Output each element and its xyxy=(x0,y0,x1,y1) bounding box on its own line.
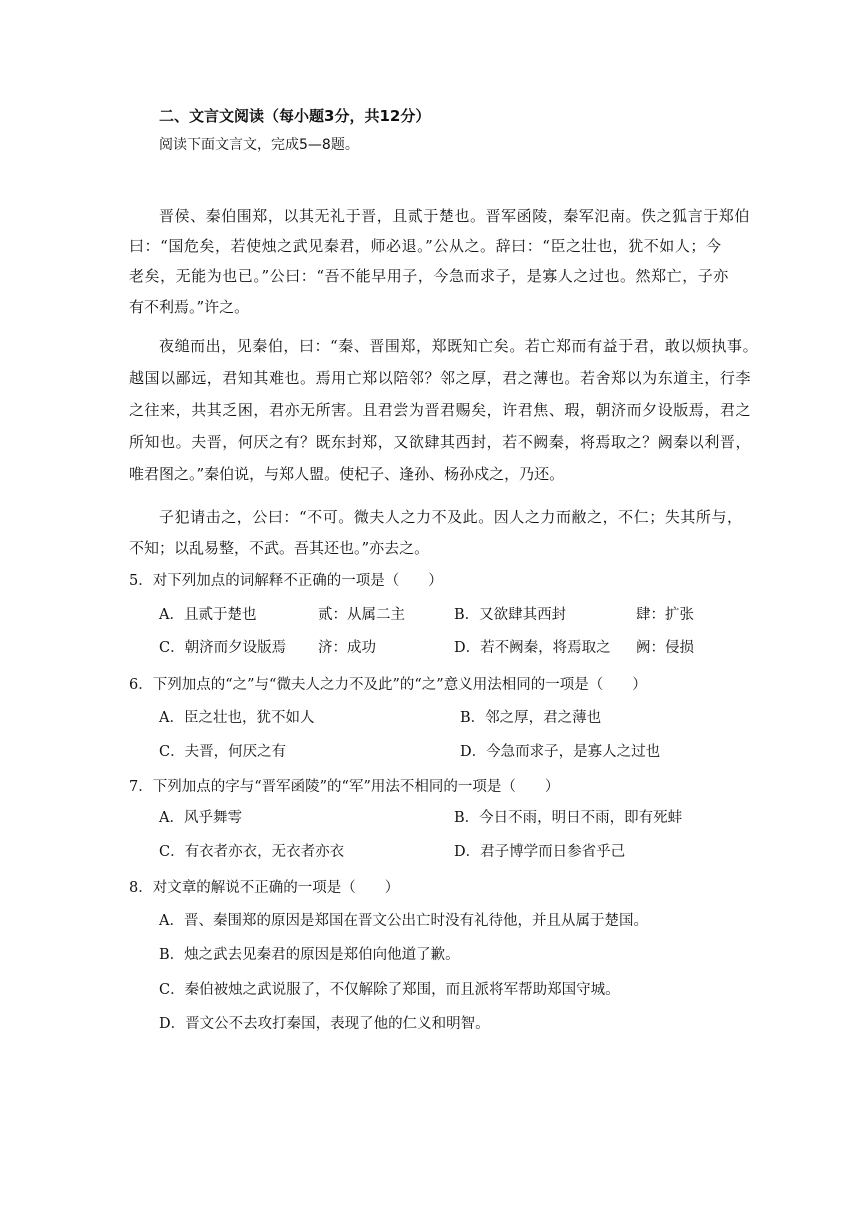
question-8-stem: 8．对文章的解说不正确的一项是（ ） xyxy=(129,880,400,896)
question-5-option-b-note: 肆：扩张 xyxy=(636,607,694,623)
passage-line: 夜缒而出，见秦伯，曰：“秦、晋围郑，郑既知亡矣。若亡郑而有益于君，敢以烦执事。 xyxy=(159,337,759,355)
question-7-option-a: A．风乎舞雩 xyxy=(159,810,242,826)
question-8-option-b: B．烛之武去见秦君的原因是郑伯向他道了歉。 xyxy=(159,947,460,963)
question-6-option-a: A．臣之壮也，犹不如人 xyxy=(159,710,315,726)
passage-line: 唯君图之。”秦伯说，与郑人盟。使杞子、逢孙、杨孙戍之，乃还。 xyxy=(129,465,565,483)
question-8-option-a: A．晋、秦围郑的原因是郑国在晋文公出亡时没有礼待他，并且从属于楚国。 xyxy=(159,913,648,929)
question-6-stem: 6．下列加点的“之”与“微夫人之力不及此”的“之”意义用法相同的一项是（ ） xyxy=(129,677,647,693)
passage-line: 老矣，无能为也已。”公曰：“吾不能早用子，今急而求子，是寡人之过也。然郑亡，子亦 xyxy=(129,267,729,285)
question-5-option-a-note: 贰：从属二主 xyxy=(318,607,405,623)
passage-line: 之往来，共其乏困，君亦无所害。且君尝为晋君赐矣，许君焦、瑕，朝济而夕设版焉，君之 xyxy=(129,401,752,419)
section-instruction: 阅读下面文言文，完成5—8题。 xyxy=(159,137,359,153)
section-title: 二、文言文阅读（每小题3分，共12分） xyxy=(159,107,431,125)
question-6-option-d: D．今急而求子，是寡人之过也 xyxy=(460,744,661,760)
question-5-option-a: A．且贰于楚也 xyxy=(159,607,257,623)
passage-line: 所知也。夫晋，何厌之有？既东封郑，又欲肆其西封，若不阙秦，将焉取之？阙秦以利晋， xyxy=(129,433,752,451)
passage-line: 晋侯、秦伯围郑，以其无礼于晋，且贰于楚也。晋军函陵，秦军氾南。佚之狐言于郑伯 xyxy=(159,207,750,225)
question-6-option-b: B．邻之厚，君之薄也 xyxy=(460,710,602,726)
question-5-option-b: B．又欲肆其西封 xyxy=(454,607,567,623)
question-7-option-b: B．今日不雨，明日不雨，即有死蚌 xyxy=(454,810,683,826)
passage-line: 有不利焉。”许之。 xyxy=(129,298,250,316)
passage-line: 越国以鄙远，君知其难也。焉用亡郑以陪邻？邻之厚，君之薄也。若舍郑以为东道主，行李 xyxy=(129,369,752,387)
question-5-option-d: D．若不阙秦，将焉取之 xyxy=(454,640,611,656)
question-5-stem: 5．对下列加点的词解释不正确的一项是（ ） xyxy=(129,573,443,589)
question-5-option-d-note: 阙：侵损 xyxy=(636,640,694,656)
question-8-option-d: D．晋文公不去攻打秦国，表现了他的仁义和明智。 xyxy=(159,1016,490,1032)
question-7-stem: 7．下列加点的字与“晋军函陵”的“军”用法不相同的一项是（ ） xyxy=(129,779,560,795)
question-5-option-c-note: 济：成功 xyxy=(318,640,376,656)
passage-line: 不知；以乱易整，不武。吾其还也。”亦去之。 xyxy=(129,539,430,557)
question-5-option-c: C．朝济而夕设版焉 xyxy=(159,640,287,656)
passage-line: 曰：“国危矣，若使烛之武见秦君，师必退。”公从之。辞曰：“臣之壮也，犹不如人；今 xyxy=(129,237,722,255)
question-6-option-c: C．夫晋，何厌之有 xyxy=(159,744,287,760)
question-8-option-c: C．秦伯被烛之武说服了，不仅解除了郑围，而且派将军帮助郑国守城。 xyxy=(159,982,620,998)
question-7-option-d: D．君子博学而日参省乎己 xyxy=(454,844,626,860)
question-7-option-c: C．有衣者亦衣，无衣者亦衣 xyxy=(159,844,345,860)
passage-line: 子犯请击之，公曰：“不可。微夫人之力不及此。因人之力而敝之，不仁；失其所与， xyxy=(159,508,743,526)
